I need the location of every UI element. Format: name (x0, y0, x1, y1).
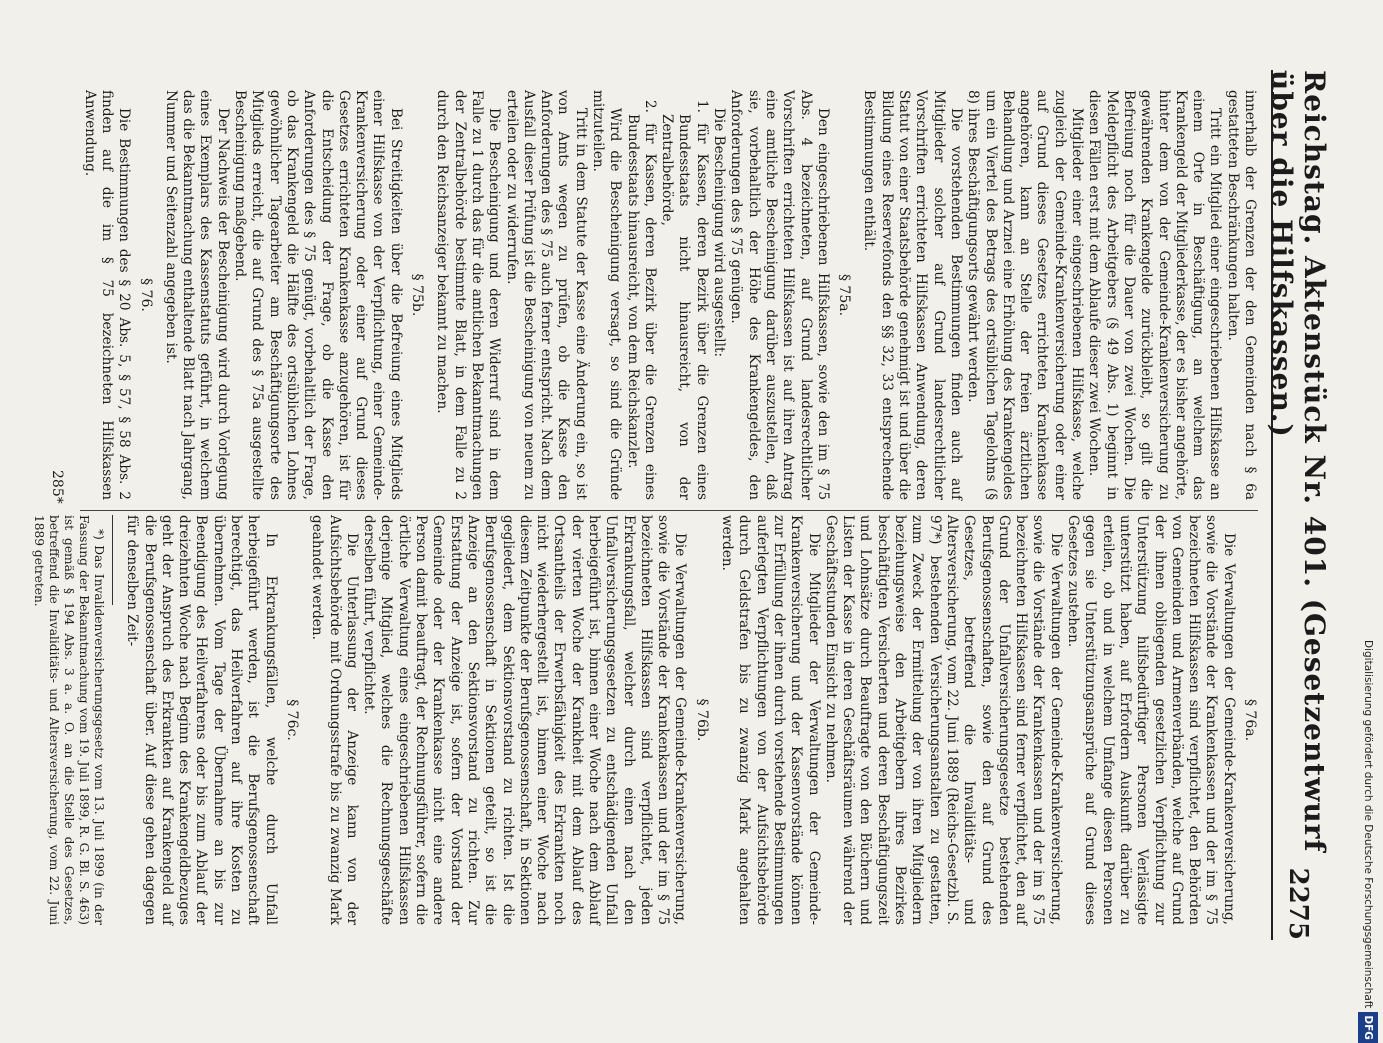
section-heading: § 76c. (283, 699, 300, 741)
paragraph: Die Unterlassung der Anzeige kann von der Aufsichtsbehörde mit Ordnungsstrafe bis zu zwanzig Mark geahndet werden. (309, 515, 360, 925)
list-item: 1. für Kassen, deren Bezirk über die Grenzen eines Bundesstaats nicht hinausreicht, von der Zentralbehörde, (659, 100, 710, 500)
section-heading: § 76a. (1242, 698, 1258, 742)
paragraph: Die vorstehenden Bestimmungen finden auch auf Mitglieder solcher auf Grund landesrechtlicher Vorschriften errichteten Hilfskassen Anwendung, deren Statut von einer Staatsbehörde genehmigt ist und über die Bildung eines Reservefonds den §§ 32, 33 entsprechende Bestimmungen enthält. (861, 90, 964, 500)
paragraph: Die Bestimmungen des § 20 Abs. 5, § 57, § 58 Abs. 2 finden auf die im § 75 bezeichneten Hilfskassen Anwendung. (81, 90, 133, 500)
paragraph: innerhalb der Grenzen der den Gemeinden nach § 6a gestatteten Beschränkungen halten. (1224, 90, 1258, 500)
paragraph: Die Bescheinigung wird ausgestellt: (711, 108, 728, 358)
paragraph: In Erkrankungsfällen, welche durch Unfall herbeigeführt werden, ist die Berufsgenossenschaft berechtigt, das Heilverfahren auf ihre Kosten zu übernehmen. Vom Tage der Übernahme an bis zur Beendigung des Heilverfahrens oder bis zum Ablauf der dreizehnten Woche nach Beginn des Krankengeldbezuges geht der Anspruch des Erkrankten auf Krankengeld auf die Berufsgenossenschaft über. Auf diese gehen dagegen für denselben Zeit- (124, 515, 279, 925)
paragraph: Den eingeschriebenen Hilfskassen, sowie den im § 75 Abs. 4 bezeichneten, auf Grund landesrechtlicher Vorschriften errichteten Hilfskassen ist auf ihren Antrag eine amtliche Bescheinigung darüber auszustellen, daß sie, vorbehaltlich der Höhe des Krankengeldes, den Anforderungen des § 75 genügen. (728, 90, 831, 500)
page-number: 2275 (1283, 867, 1313, 940)
paragraph: Die Bescheinigung und deren Widerruf sind in dem Falle zu 1 durch das für die amtlichen Bekanntmachungen der Zentralbehörde bestimmte Blatt, in dem Falle zu 2 durch den Reichsanzeiger bekannt zu machen. (434, 90, 503, 500)
paragraph: Die Verwaltungen der Gemeinde-Krankenversicherung, sowie die Vorstände der Krankenkassen und der im § 75 bezeichneten Hilfskassen sind verpflichtet, den Behörden von Gemeinden und Armenverbänden, welche auf Grund der ihnen obliegenden gesetzlichen Verpflichtung zur Unterstützung hilfsbedürftiger Personen Verlässigte unterstützt haben, auf Erfordern Auskunft darüber zu erteilen, ob und in welchem Umfange diesen Personen gegen sie Unterstützungsansprüche auf Grund dieses Gesetzes zustehen. (1065, 515, 1237, 925)
paragraph: Tritt ein Mitglied einer eingeschriebenen Hilfskasse an einem Orte in Beschäftigung, an welchem das Krankengeld der Mitgliederkasse, der es bisher angehörte, hinter dem von der Gemeinde-Krankenversicherung zu gewährenden Krankengelde zurückbleibt, so gilt die Befreiung noch für die Dauer von zwei Wochen. Die Meldepflicht des Arbeitgebers (§ 49 Abs. 1) beginnt in diesen Fällen erst mit dem Ablaufe dieser zwei Wochen. (1086, 90, 1224, 500)
paragraph: Tritt in dem Statute der Kasse eine Änderung ein, so ist von Amts wegen zu prüfen, ob die Kasse den Anforderungen des § 75 auch ferner entspricht. Nach dem Ausfall dieser Prüfung ist die Bescheinigung von neuem zu erteilen oder zu widerrufen. (503, 90, 589, 500)
section-heading: § 76. (137, 278, 154, 312)
paragraph: Wird die Bescheinigung versagt, so sind die Gründe mitzuteilen. (590, 90, 624, 500)
dfg-logo: DFG (1358, 1012, 1378, 1043)
digitization-credit (1358, 640, 1378, 1040)
paragraph: Die Verwaltungen der Gemeinde-Krankenversicherung, sowie die Vorstände der Krankenkassen und der im § 75 bezeichneten Hilfskassen sind ferner verpflichtet, den auf Grund der Unfallversicherungsgesetze bestehenden Berufsgenossenschaften, sowie den auf Grund des Gesetzes, betreffend die Invaliditäts- und Altersversicherung, vom 22. Juni 1889 (Reichs-Gesetzbl. S. 97*) bestehenden Versicherungsanstalten zu gestatten, zum Zweck der Ermittelung der von ihren Mitgliedern beziehungsweise den Arbeitgebern ihres Bezirkes beschäftigten Versicherten und deren Beschäftigungszeit und Lohnsätze durch Beauftragte von den Büchern und Listen der Kasse in deren Geschäftsräumen während der Geschäftsstunden Einsicht zu nehmen. (822, 515, 1064, 925)
paragraph: Bei Streitigkeiten über die Befreiung eines Mitglieds einer Hilfskasse von der Verpflichtung, einer Gemeinde-Krankenversicherung oder einer auf Grund dieses Gesetzes errichteten Krankenkasse anzugehören, ist für die Entscheidung der Frage, ob die Kasse den Anforderungen des § 75 genügt, vorbehaltlich der Frage, ob das Krankengeld die Hälfte des ortsüblichen Lohnes gewöhnlicher Tagearbeiter am Beschäftigungsorte des Mitglieds erreicht, die auf Grund des § 75a ausgestellte Bescheinigung maßgebend. (232, 90, 404, 500)
page-title: Reichstag. Aktenstück Nr. 401. (Gesetzentwurf über die Hilfskassen.) (1265, 70, 1331, 853)
right-column (31, 515, 1258, 925)
footnote: *) Das Invalidenversicherungsgesetz vom 13. Juli 1899 (in der Fassung der Bekanntmachung vom 19. Juli 1899, R. G. Bl. S. 463) ist gemäß § 194 Abs. 3 a. a. O. an die Stelle des Gesetzes, betreffend die Invaliditäts- und Altersversicherung, vom 22. Juni 1889 getreten. (32, 515, 106, 925)
footnote-divider (112, 515, 113, 605)
paragraph: Die Verwaltungen der Gemeinde-Krankenversicherung, sowie die Vorstände der Krankenkassen und der im § 75 bezeichneten Hilfskassen sind verpflichtet, jeden Erkrankungsfall, welcher durch einen nach den Unfallversicherungsgesetzen zu entschädigenden Unfall herbeigeführt ist, binnen einer Woche nach dem Ablauf der vierten Woche der Krankheit mit dem Ablauf des Ortsantheils der Erwerbsfähigkeit des Erkrankten noch nicht wiederhergestellt ist, binnen einer Woche nach diesem Zeitpunkte der Berufsgenossenschaft, in Sektionen gegliedert, dem Sektionsvorstand zu richten. Ist die Berufsgenossenschaft in Sektionen geteilt, so ist die Anzeige an den Sektionsvorstand zu richten. Zur Erstattung der Anzeige ist, sofern der Vorstand der Gemeinde oder der Krankenkasse nicht eine andere Person damit beauftragt, der Rechnungsführer, sofern die örtliche Verwaltung eines eingeschriebenen Hilfskassen derjenige Mitglied, welches die Rechnungsgeschäfte derselben führt, verpflichtet. (361, 515, 689, 925)
section-heading: § 75a. (836, 273, 853, 317)
left-column (80, 90, 1258, 511)
list-item: 2. für Kassen, deren Bezirk über die Grenzen eines Bundesstaats hinausreicht, von dem Reichskanzler. (624, 100, 658, 500)
paragraph: Mitglieder einer eingeschriebenen Hilfskasse, welche zugleich der Gemeinde-Krankenversicherung oder einer auf Grund dieses Gesetzes errichteten Krankenkasse angehören, kann an Stelle der freien ärztlichen Behandlung und Arznei eine Erhöhung des Krankengeldes um ein Viertel des Betrags des ortsüblichen Tagelohns (§ 8) ihres Beschäftigungsorts gewährt werden. (965, 90, 1086, 500)
paragraph: Der Nachweis der Bescheinigung wird durch Vorlegung eines Exemplars des Kassenstatuts geführt, in welchem das die Bekanntmachung enthaltende Blatt nach Jahrgang, Nummer und Seitenzahl angegeben ist. (162, 90, 231, 500)
folio-number: 285* (49, 470, 65, 504)
section-heading: § 76b. (693, 698, 710, 742)
page-header (1265, 70, 1331, 940)
credit-text: Digitalisierung gefördert durch die Deutsche Forschungsgemeinschaft (1362, 640, 1374, 1009)
paragraph: Die Mitglieder der Verwaltungen der Gemeinde-Krankenversicherung und der Kassenvorstände können zur Erfüllung der ihnen durch vorstehende Bestimmungen auferlegten Verpflichtungen von der Aufsichtsbehörde durch Geldstrafen bis zu zwanzig Mark angehalten werden. (719, 515, 822, 925)
credit-text-line (1358, 640, 1378, 1040)
section-heading: § 75b. (409, 273, 426, 317)
